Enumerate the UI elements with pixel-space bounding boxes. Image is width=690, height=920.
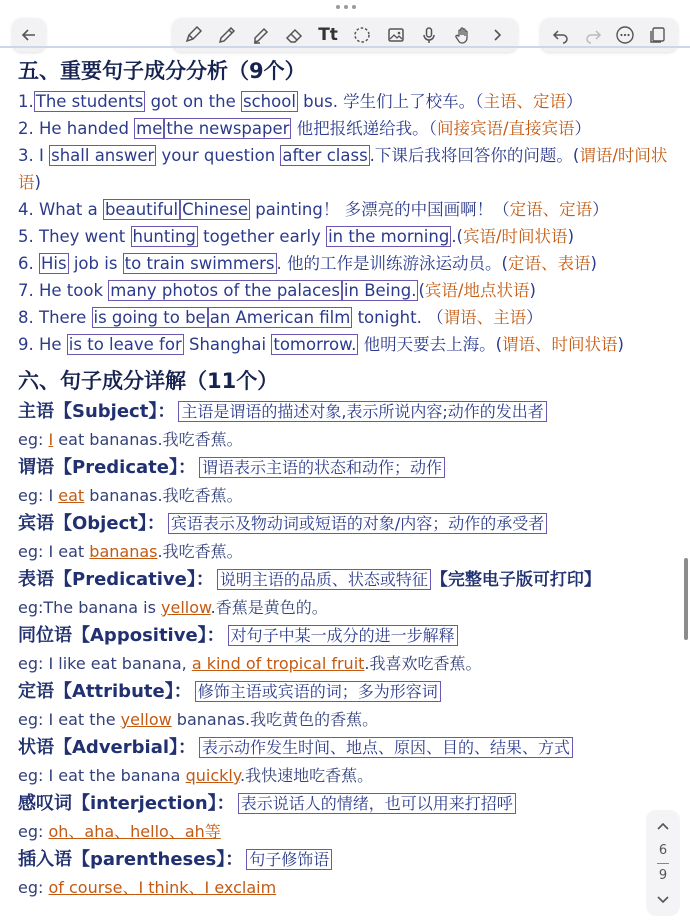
sentence-6: 6. His job is to train swimmers . 他的工作是训练游泳运动员。(定语、表语) (18, 254, 597, 273)
eraser-icon[interactable] (283, 24, 305, 46)
chevron-up-icon[interactable] (652, 816, 674, 838)
adverbial-term: 状语【Adverbial】： 表示动作发生时间、地点、原因、目的、结果、方式 (18, 734, 668, 762)
highlighter-icon[interactable] (250, 24, 272, 46)
undo-icon[interactable] (550, 24, 572, 46)
attribute-example: eg: I eat the yellow bananas.我吃黄色的香蕉。 (18, 710, 379, 729)
page-counter (657, 841, 669, 886)
parentheses-example: eg: of course、I think、I exclaim (18, 878, 277, 897)
sentence-1: 1. The students got on the school bus. 学生们上了校车。（主语、定语） (18, 92, 583, 111)
redo-icon[interactable] (582, 24, 604, 46)
chevron-down-icon[interactable] (652, 888, 674, 910)
sentence-5: 5. They went hunting together early in the morning .(宾语/时间状语) (18, 227, 574, 246)
predicate-example: eg: I eat bananas.我吃香蕉。 (18, 486, 243, 505)
object-term: 宾语【Object】： 宾语表示及物动词或短语的对象/内容；动作的承受者 (18, 510, 668, 538)
attribute-term: 定语【Attribute】： 修饰主语或宾语的词；多为形容词 (18, 678, 668, 706)
appositive-term: 同位语【Appositive】： 对句子中某一成分的进一步解释 (18, 622, 668, 650)
sentence-4: 4. What a beautiful Chinese painting！ 多漂亮的中国画啊！（定语、定语） (18, 200, 609, 219)
sentence-2: 2. He handed me the newspaper 他把报纸递给我。（间接宾语/直接宾语） (18, 119, 591, 138)
more-icon[interactable] (614, 24, 636, 46)
page-navigator (646, 810, 680, 916)
sentence-9: 9. He is to leave for Shanghai tomorrow. 他明天要去上海。(谓语、时间状语) (18, 335, 624, 354)
sentence-7: 7. He took many photos of the palaces in Being. (宾语/地点状语) (18, 281, 536, 300)
page-separator (657, 863, 669, 864)
adverbial-example: eg: I eat the banana quickly.我快速地吃香蕉。 (18, 766, 374, 785)
parentheses-term: 插入语【parentheses】： 句子修饰语 (18, 846, 668, 874)
current-page: 6 (658, 842, 668, 858)
predicative-term: 表语【Predicative】： 说明主语的品质、状态或特征 【完整电子版可打印】 (18, 569, 601, 590)
pencil-icon[interactable] (216, 24, 238, 46)
microphone-icon[interactable] (418, 24, 440, 46)
interjection-example: eg: oh、aha、hello、ah等 (18, 822, 221, 841)
back-icon (18, 24, 40, 46)
predicate-term: 谓语【Predicate】： 谓语表示主语的状态和动作；动作 (18, 454, 668, 482)
section-6-title: 六、句子成分详解（11个） (18, 369, 279, 393)
lasso-icon[interactable] (351, 24, 373, 46)
page-top-edge (0, 46, 690, 48)
pages-icon[interactable] (646, 24, 668, 46)
note-page[interactable] (18, 54, 668, 902)
section-5-title: 五、重要句子成分分析（9个） (18, 59, 306, 83)
interjection-term: 感叹词【interjection】： 表示说话人的情绪，也可以用来打招呼 (18, 790, 668, 818)
chevron-right-icon[interactable] (486, 24, 508, 46)
pen-icon[interactable] (182, 24, 204, 46)
sentence-3: 3. I shall answer your question after class .下课后我将回答你的问题。(谓语/时间状语) (18, 146, 668, 192)
sentence-8: 8. There is going to be an American film tonight. （谓语、主语） (18, 308, 543, 327)
text-tool-icon[interactable]: Tt (318, 25, 338, 45)
image-icon[interactable] (385, 24, 407, 46)
predicative-example: eg:The banana is yellow.香蕉是黄色的。 (18, 598, 328, 617)
drag-handle[interactable] (336, 5, 356, 9)
vertical-scrollbar[interactable] (684, 558, 688, 640)
hand-icon[interactable] (452, 24, 474, 46)
total-pages: 9 (658, 867, 668, 883)
appositive-example: eg: I like eat banana, a kind of tropical fruit.我喜欢吃香蕉。 (18, 654, 482, 673)
object-example: eg: I eat bananas.我吃香蕉。 (18, 542, 243, 561)
subject-term: 主语【Subject】： 主语是谓语的描述对象,表示所说内容;动作的发出者 (18, 398, 668, 426)
top-toolbar (0, 0, 690, 62)
subject-example: eg: I eat bananas.我吃香蕉。 (18, 430, 243, 449)
